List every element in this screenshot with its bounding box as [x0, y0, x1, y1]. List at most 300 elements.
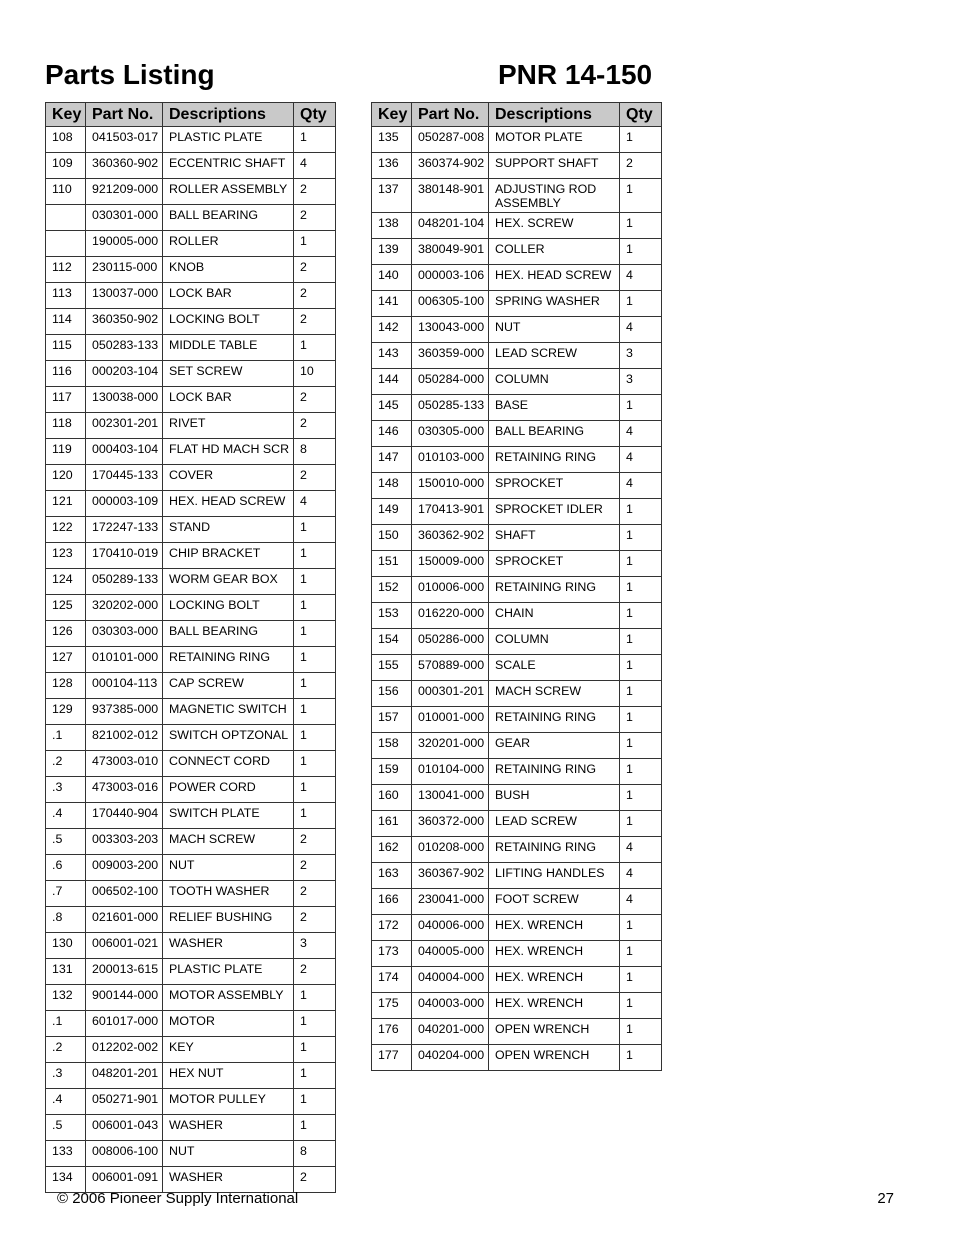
- cell-description: COLLER: [489, 239, 620, 265]
- table-row: [372, 213, 662, 239]
- cell-key: 122: [46, 517, 86, 543]
- cell-qty: 1: [620, 993, 662, 1019]
- cell-qty: 2: [294, 387, 336, 413]
- cell-description: SET SCREW: [163, 361, 294, 387]
- cell-qty: 4: [620, 863, 662, 889]
- cell-description: HEX. WRENCH: [489, 915, 620, 941]
- cell-description: RETAINING RING: [489, 837, 620, 863]
- cell-part-no: 360372-000: [412, 811, 489, 837]
- table-row: [372, 317, 662, 343]
- table-row: [372, 395, 662, 421]
- table-body: [372, 127, 662, 1071]
- cell-part-no: 130037-000: [86, 283, 163, 309]
- cell-key: .1: [46, 1011, 86, 1037]
- table-row: [46, 1037, 336, 1063]
- cell-key: 108: [46, 127, 86, 153]
- table-row: [372, 369, 662, 395]
- table-row: [46, 673, 336, 699]
- cell-description: RETAINING RING: [163, 647, 294, 673]
- cell-key: 124: [46, 569, 86, 595]
- cell-key: 139: [372, 239, 412, 265]
- cell-key: 131: [46, 959, 86, 985]
- cell-part-no: 030303-000: [86, 621, 163, 647]
- table-row: [46, 205, 336, 231]
- table-row: [46, 413, 336, 439]
- cell-qty: 1: [620, 1019, 662, 1045]
- cell-description: COLUMN: [489, 369, 620, 395]
- cell-qty: 2: [294, 257, 336, 283]
- cell-key: 156: [372, 681, 412, 707]
- column-header-key: Key: [372, 103, 412, 127]
- cell-part-no: 050284-000: [412, 369, 489, 395]
- table-row: [46, 699, 336, 725]
- cell-qty: 2: [294, 309, 336, 335]
- cell-part-no: 000003-106: [412, 265, 489, 291]
- cell-key: 141: [372, 291, 412, 317]
- table-row: [46, 959, 336, 985]
- table-row: [372, 421, 662, 447]
- cell-qty: 4: [620, 421, 662, 447]
- cell-qty: 2: [294, 1167, 336, 1193]
- copyright-notice: © 2006 Pioneer Supply International: [57, 1190, 299, 1207]
- cell-qty: 1: [620, 239, 662, 265]
- table-row: [46, 517, 336, 543]
- page-number: 27: [877, 1190, 894, 1207]
- cell-description: CONNECT CORD: [163, 751, 294, 777]
- cell-key: 130: [46, 933, 86, 959]
- cell-part-no: 130041-000: [412, 785, 489, 811]
- cell-description: POWER CORD: [163, 777, 294, 803]
- table-row: [46, 491, 336, 517]
- cell-description: WASHER: [163, 1167, 294, 1193]
- table-row: [372, 863, 662, 889]
- cell-qty: 2: [294, 283, 336, 309]
- cell-qty: 2: [294, 205, 336, 231]
- cell-key: 119: [46, 439, 86, 465]
- cell-key: 148: [372, 473, 412, 499]
- cell-qty: 1: [294, 803, 336, 829]
- cell-description: HEX NUT: [163, 1063, 294, 1089]
- cell-qty: 2: [294, 829, 336, 855]
- cell-key: .1: [46, 725, 86, 751]
- cell-description: MOTOR PLATE: [489, 127, 620, 153]
- table-row: [372, 551, 662, 577]
- cell-key: 135: [372, 127, 412, 153]
- cell-key: [46, 205, 86, 231]
- cell-description: CHIP BRACKET: [163, 543, 294, 569]
- cell-qty: 2: [294, 959, 336, 985]
- cell-qty: 2: [294, 907, 336, 933]
- cell-qty: 1: [620, 629, 662, 655]
- cell-qty: 1: [294, 595, 336, 621]
- cell-qty: 4: [620, 265, 662, 291]
- cell-key: 152: [372, 577, 412, 603]
- cell-part-no: 006001-091: [86, 1167, 163, 1193]
- cell-qty: 1: [620, 603, 662, 629]
- table-row: [372, 239, 662, 265]
- cell-part-no: 473003-010: [86, 751, 163, 777]
- cell-key: .5: [46, 829, 86, 855]
- table-row: [372, 265, 662, 291]
- cell-key: 125: [46, 595, 86, 621]
- cell-description: LOCKING BOLT: [163, 595, 294, 621]
- column-header-part-no: Part No.: [86, 103, 163, 127]
- cell-qty: 2: [294, 465, 336, 491]
- cell-part-no: 030305-000: [412, 421, 489, 447]
- cell-description: FLAT HD MACH SCR: [163, 439, 294, 465]
- table-row: [46, 283, 336, 309]
- cell-qty: 1: [620, 655, 662, 681]
- cell-qty: 8: [294, 439, 336, 465]
- table-row: [46, 751, 336, 777]
- cell-description: LOCKING BOLT: [163, 309, 294, 335]
- cell-key: .8: [46, 907, 86, 933]
- cell-description: OPEN WRENCH: [489, 1019, 620, 1045]
- cell-qty: 1: [294, 985, 336, 1011]
- table-row: [372, 1045, 662, 1071]
- cell-qty: 1: [294, 517, 336, 543]
- table-row: [46, 543, 336, 569]
- cell-part-no: 900144-000: [86, 985, 163, 1011]
- cell-part-no: 040004-000: [412, 967, 489, 993]
- cell-description: LEAD SCREW: [489, 811, 620, 837]
- cell-qty: 3: [620, 369, 662, 395]
- cell-description: ROLLER: [163, 231, 294, 257]
- cell-description: TOOTH WASHER: [163, 881, 294, 907]
- cell-part-no: 360362-902: [412, 525, 489, 551]
- cell-qty: 1: [620, 785, 662, 811]
- cell-qty: 8: [294, 1141, 336, 1167]
- cell-description: STAND: [163, 517, 294, 543]
- table-row: [46, 1011, 336, 1037]
- cell-key: [46, 231, 86, 257]
- table-row: [46, 387, 336, 413]
- cell-key: 162: [372, 837, 412, 863]
- cell-part-no: 050287-008: [412, 127, 489, 153]
- cell-key: 160: [372, 785, 412, 811]
- cell-qty: 4: [620, 473, 662, 499]
- cell-qty: 3: [294, 933, 336, 959]
- cell-key: 118: [46, 413, 86, 439]
- table-row: [372, 785, 662, 811]
- column-header-descriptions: Descriptions: [163, 103, 294, 127]
- cell-part-no: 040005-000: [412, 941, 489, 967]
- cell-description: RELIEF BUSHING: [163, 907, 294, 933]
- cell-key: 137: [372, 179, 412, 213]
- cell-part-no: 130043-000: [412, 317, 489, 343]
- table-row: [372, 153, 662, 179]
- cell-qty: 4: [620, 837, 662, 863]
- cell-part-no: 170410-019: [86, 543, 163, 569]
- table-row: [372, 993, 662, 1019]
- cell-part-no: 006305-100: [412, 291, 489, 317]
- table-row: [46, 803, 336, 829]
- cell-key: .2: [46, 1037, 86, 1063]
- cell-key: 133: [46, 1141, 86, 1167]
- table-row: [372, 1019, 662, 1045]
- cell-description: BALL BEARING: [489, 421, 620, 447]
- cell-part-no: 041503-017: [86, 127, 163, 153]
- cell-qty: 1: [294, 127, 336, 153]
- cell-part-no: 010101-000: [86, 647, 163, 673]
- cell-part-no: 030301-000: [86, 205, 163, 231]
- column-header-part-no: Part No.: [412, 103, 489, 127]
- cell-key: 177: [372, 1045, 412, 1071]
- table-row: [372, 291, 662, 317]
- table-row: [46, 985, 336, 1011]
- cell-key: 158: [372, 733, 412, 759]
- cell-key: 123: [46, 543, 86, 569]
- cell-key: 153: [372, 603, 412, 629]
- table-header-row: [46, 103, 336, 127]
- cell-description: COLUMN: [489, 629, 620, 655]
- cell-part-no: 002301-201: [86, 413, 163, 439]
- cell-key: 175: [372, 993, 412, 1019]
- cell-qty: 2: [294, 413, 336, 439]
- cell-qty: 1: [620, 941, 662, 967]
- cell-key: 149: [372, 499, 412, 525]
- cell-qty: 1: [294, 751, 336, 777]
- cell-description: KNOB: [163, 257, 294, 283]
- cell-key: 114: [46, 309, 86, 335]
- table-body: [46, 127, 336, 1193]
- cell-description: HEX. HEAD SCREW: [163, 491, 294, 517]
- cell-key: 113: [46, 283, 86, 309]
- cell-key: 132: [46, 985, 86, 1011]
- cell-key: 134: [46, 1167, 86, 1193]
- parts-table-left: [45, 102, 336, 1193]
- cell-description: NUT: [163, 1141, 294, 1167]
- table-row: [372, 967, 662, 993]
- cell-qty: 1: [620, 1045, 662, 1071]
- cell-qty: 1: [294, 673, 336, 699]
- table-row: [372, 127, 662, 153]
- cell-part-no: 021601-000: [86, 907, 163, 933]
- cell-key: .7: [46, 881, 86, 907]
- cell-qty: 4: [620, 317, 662, 343]
- table-row: [372, 655, 662, 681]
- cell-key: 126: [46, 621, 86, 647]
- cell-description: GEAR: [489, 733, 620, 759]
- table-row: [46, 439, 336, 465]
- cell-qty: 1: [294, 1037, 336, 1063]
- cell-qty: 1: [620, 915, 662, 941]
- cell-description: LOCK BAR: [163, 387, 294, 413]
- table-row: [372, 343, 662, 369]
- cell-description: LIFTING HANDLES: [489, 863, 620, 889]
- table-row: [46, 777, 336, 803]
- cell-description: LOCK BAR: [163, 283, 294, 309]
- cell-description: SWITCH PLATE: [163, 803, 294, 829]
- cell-part-no: 000301-201: [412, 681, 489, 707]
- cell-key: 143: [372, 343, 412, 369]
- cell-description: RETAINING RING: [489, 759, 620, 785]
- cell-qty: 1: [294, 699, 336, 725]
- cell-qty: 1: [294, 1089, 336, 1115]
- table-row: [46, 933, 336, 959]
- table-row: [372, 707, 662, 733]
- cell-qty: 1: [294, 777, 336, 803]
- cell-description: COVER: [163, 465, 294, 491]
- cell-qty: 1: [620, 213, 662, 239]
- cell-description: MOTOR ASSEMBLY: [163, 985, 294, 1011]
- cell-part-no: 150009-000: [412, 551, 489, 577]
- cell-part-no: 040204-000: [412, 1045, 489, 1071]
- table-row: [46, 881, 336, 907]
- cell-part-no: 150010-000: [412, 473, 489, 499]
- cell-part-no: 380049-901: [412, 239, 489, 265]
- cell-key: 127: [46, 647, 86, 673]
- cell-part-no: 200013-615: [86, 959, 163, 985]
- cell-key: 128: [46, 673, 86, 699]
- table-row: [372, 681, 662, 707]
- cell-qty: 1: [620, 499, 662, 525]
- cell-part-no: 473003-016: [86, 777, 163, 803]
- cell-description: WORM GEAR BOX: [163, 569, 294, 595]
- cell-part-no: 190005-000: [86, 231, 163, 257]
- cell-qty: 1: [620, 733, 662, 759]
- cell-part-no: 000203-104: [86, 361, 163, 387]
- cell-description: LEAD SCREW: [489, 343, 620, 369]
- cell-part-no: 320202-000: [86, 595, 163, 621]
- table-row: [46, 621, 336, 647]
- cell-key: 129: [46, 699, 86, 725]
- cell-description: HEX. WRENCH: [489, 967, 620, 993]
- cell-key: 110: [46, 179, 86, 205]
- table-row: [372, 733, 662, 759]
- cell-part-no: 360374-902: [412, 153, 489, 179]
- cell-part-no: 006502-100: [86, 881, 163, 907]
- cell-description: SCALE: [489, 655, 620, 681]
- cell-key: 146: [372, 421, 412, 447]
- cell-description: MOTOR: [163, 1011, 294, 1037]
- cell-description: MACH SCREW: [163, 829, 294, 855]
- table-row: [46, 1141, 336, 1167]
- cell-description: BUSH: [489, 785, 620, 811]
- table-row: [46, 231, 336, 257]
- cell-part-no: 010001-000: [412, 707, 489, 733]
- table-row: [372, 759, 662, 785]
- cell-qty: 2: [294, 855, 336, 881]
- cell-qty: 1: [620, 179, 662, 213]
- cell-qty: 1: [620, 967, 662, 993]
- table-row: [46, 309, 336, 335]
- table-row: [46, 257, 336, 283]
- cell-qty: 1: [294, 725, 336, 751]
- column-header-qty: Qty: [620, 103, 662, 127]
- cell-description: PLASTIC PLATE: [163, 959, 294, 985]
- cell-key: 172: [372, 915, 412, 941]
- cell-key: 145: [372, 395, 412, 421]
- cell-description: SWITCH OPTZONAL: [163, 725, 294, 751]
- cell-part-no: 921209-000: [86, 179, 163, 205]
- cell-description: KEY: [163, 1037, 294, 1063]
- cell-key: 154: [372, 629, 412, 655]
- cell-key: 155: [372, 655, 412, 681]
- cell-description: SHAFT: [489, 525, 620, 551]
- cell-description: ECCENTRIC SHAFT: [163, 153, 294, 179]
- cell-key: 176: [372, 1019, 412, 1045]
- cell-qty: 1: [620, 525, 662, 551]
- cell-description: RIVET: [163, 413, 294, 439]
- cell-part-no: 010103-000: [412, 447, 489, 473]
- table-row: [46, 1063, 336, 1089]
- column-header-key: Key: [46, 103, 86, 127]
- cell-qty: 1: [294, 647, 336, 673]
- cell-qty: 2: [620, 153, 662, 179]
- cell-description: SPROCKET: [489, 551, 620, 577]
- cell-key: 120: [46, 465, 86, 491]
- cell-key: 157: [372, 707, 412, 733]
- cell-description: NUT: [163, 855, 294, 881]
- model-title: PNR 14-150: [498, 59, 653, 90]
- cell-qty: 1: [620, 127, 662, 153]
- cell-description: WASHER: [163, 933, 294, 959]
- table-row: [46, 335, 336, 361]
- cell-part-no: 006001-043: [86, 1115, 163, 1141]
- cell-part-no: 360350-902: [86, 309, 163, 335]
- cell-qty: 1: [294, 1063, 336, 1089]
- cell-qty: 1: [294, 569, 336, 595]
- cell-qty: 3: [620, 343, 662, 369]
- cell-part-no: 040201-000: [412, 1019, 489, 1045]
- cell-key: 161: [372, 811, 412, 837]
- cell-part-no: 170445-133: [86, 465, 163, 491]
- cell-part-no: 050271-901: [86, 1089, 163, 1115]
- cell-part-no: 937385-000: [86, 699, 163, 725]
- cell-key: 109: [46, 153, 86, 179]
- cell-description: MIDDLE TABLE: [163, 335, 294, 361]
- cell-qty: 1: [620, 681, 662, 707]
- cell-part-no: 000104-113: [86, 673, 163, 699]
- table-row: [372, 473, 662, 499]
- cell-description: WASHER: [163, 1115, 294, 1141]
- cell-part-no: 009003-200: [86, 855, 163, 881]
- table-row: [46, 1115, 336, 1141]
- cell-key: 159: [372, 759, 412, 785]
- cell-part-no: 016220-000: [412, 603, 489, 629]
- cell-description: ROLLER ASSEMBLY: [163, 179, 294, 205]
- cell-part-no: 130038-000: [86, 387, 163, 413]
- cell-key: .4: [46, 1089, 86, 1115]
- cell-key: .5: [46, 1115, 86, 1141]
- cell-part-no: 000003-109: [86, 491, 163, 517]
- cell-qty: 1: [294, 543, 336, 569]
- column-header-qty: Qty: [294, 103, 336, 127]
- cell-description: HEX. HEAD SCREW: [489, 265, 620, 291]
- table-row: [46, 725, 336, 751]
- cell-description: RETAINING RING: [489, 707, 620, 733]
- cell-key: 121: [46, 491, 86, 517]
- cell-qty: 1: [620, 707, 662, 733]
- cell-part-no: 008006-100: [86, 1141, 163, 1167]
- cell-qty: 1: [620, 551, 662, 577]
- cell-description: ADJUSTING ROD ASSEMBLY: [489, 179, 620, 213]
- cell-description: RETAINING RING: [489, 447, 620, 473]
- cell-qty: 1: [294, 1115, 336, 1141]
- page-title: Parts Listing: [45, 59, 215, 90]
- cell-description: MOTOR PULLEY: [163, 1089, 294, 1115]
- cell-description: SUPPORT SHAFT: [489, 153, 620, 179]
- cell-key: .4: [46, 803, 86, 829]
- cell-key: 174: [372, 967, 412, 993]
- column-header-descriptions: Descriptions: [489, 103, 620, 127]
- cell-qty: 1: [294, 621, 336, 647]
- cell-part-no: 050285-133: [412, 395, 489, 421]
- cell-qty: 4: [294, 491, 336, 517]
- cell-part-no: 048201-104: [412, 213, 489, 239]
- cell-qty: 1: [620, 291, 662, 317]
